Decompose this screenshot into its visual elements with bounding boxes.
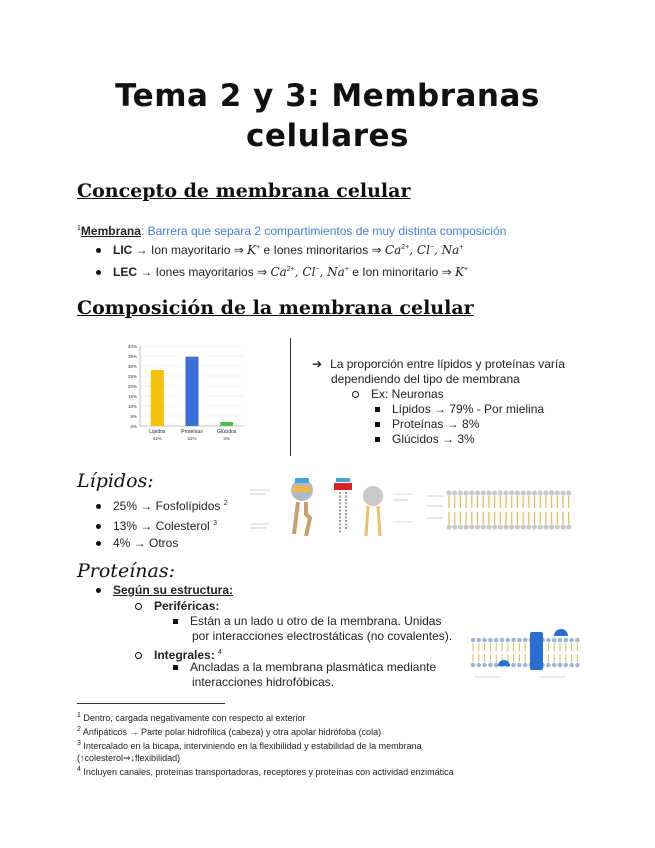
lipid-head <box>532 524 537 529</box>
bullet-lic <box>96 240 463 258</box>
footnote-3 <box>77 738 577 752</box>
lipid-head <box>546 638 551 643</box>
lipid-head <box>569 663 574 668</box>
lipid-head <box>511 663 516 668</box>
lipid-head <box>515 524 520 529</box>
lipid-head <box>549 490 554 495</box>
def-term: Membrana <box>80 224 141 238</box>
footnote-text: Dentro, cargada negativamente con respecto al exterior <box>83 713 306 723</box>
lipid-head <box>564 663 569 668</box>
footnote-text: Intercalado en la bicapa, interviniendo en la flexibilidad y estabilidad de la membrana <box>83 741 422 751</box>
bar-data-label: 42% <box>152 436 162 441</box>
composition-note <box>312 357 565 447</box>
lipid-head <box>566 490 571 495</box>
lipid-head <box>526 524 531 529</box>
lipid-head <box>521 524 526 529</box>
lipid-head <box>538 490 543 495</box>
lipid-head <box>538 524 543 529</box>
footnote-2 <box>77 724 577 738</box>
footnote-ref-4: 4 <box>218 649 222 656</box>
ion-na: , Na <box>434 243 460 257</box>
lipid-head <box>492 524 497 529</box>
lipid-head <box>566 524 571 529</box>
perifericas-label: Periféricas: <box>154 599 220 613</box>
lipid-head <box>523 663 528 668</box>
sup: − <box>315 266 320 273</box>
lipid-head <box>532 490 537 495</box>
lec-label: LEC <box>113 265 137 279</box>
lipid-head <box>458 524 463 529</box>
sup: + <box>463 266 469 273</box>
perifericas-text-1: Están a un lado u otro de la membrana. Unidas <box>190 614 442 628</box>
x-tick-label: Lípidos <box>149 429 166 435</box>
circle-bullet-icon <box>352 391 359 398</box>
lipid-head <box>526 490 531 495</box>
lipid-head <box>543 524 548 529</box>
lipid-head <box>481 524 486 529</box>
bullet-icon <box>96 248 101 253</box>
lipid-head <box>515 490 520 495</box>
lipid-head <box>575 638 580 643</box>
footnote-separator <box>77 703 225 704</box>
neuron-proteinas: Proteínas → 8% <box>392 417 480 431</box>
note-line-2: dependiendo del tipo de membrana <box>331 372 520 386</box>
sup: + <box>256 244 261 251</box>
heading-proteinas: Proteínas: <box>77 560 175 582</box>
lipid-head <box>509 490 514 495</box>
lipid-head <box>446 490 451 495</box>
perifericas-item <box>135 599 219 614</box>
bullet-icon <box>96 524 101 529</box>
lipid-head <box>575 663 580 668</box>
lipid-head <box>569 638 574 643</box>
lipid-head <box>469 524 474 529</box>
lipid-head <box>552 663 557 668</box>
bar <box>220 422 233 426</box>
lipido-fosfolipidos: 25% → Fosfolípidos <box>113 499 221 513</box>
lipid-head <box>498 490 503 495</box>
arrow-bullet-icon: ➔ <box>312 357 323 371</box>
bullet-icon <box>96 588 101 593</box>
lipid-head <box>555 490 560 495</box>
lipid-head <box>471 663 476 668</box>
lipid-head <box>498 524 503 529</box>
column-divider <box>290 338 291 456</box>
lipid-head <box>552 638 557 643</box>
footnote-number: 3 <box>77 740 81 747</box>
title-line-1: Tema 2 y 3: Membranas <box>115 78 540 114</box>
lipidos-list <box>96 496 228 551</box>
y-tick-label: 25% <box>127 374 137 379</box>
lipid-head <box>509 524 514 529</box>
lipid-head <box>464 524 469 529</box>
sup: + <box>459 244 464 251</box>
circle-bullet-icon <box>135 603 142 610</box>
neuron-glucidos: Glúcidos → 3% <box>392 432 475 446</box>
ion-k: K <box>455 265 464 279</box>
lipid-head <box>558 638 563 643</box>
integrales-text-1: Ancladas a la membrana plasmática mediante <box>190 660 437 674</box>
y-tick-label: 35% <box>127 354 137 359</box>
lipido-otros: 4% → Otros <box>113 536 179 550</box>
lipid-head <box>503 524 508 529</box>
ion-cl: , Cl <box>294 265 316 279</box>
lipid-head <box>477 663 482 668</box>
lec-text-b: e Ion minoritario ⇒ <box>348 265 456 279</box>
lipido-colesterol: 13% → Colesterol <box>113 519 210 533</box>
lipid-head <box>464 490 469 495</box>
integrales-desc <box>173 660 436 690</box>
bullet-icon <box>96 270 101 275</box>
sup: 2+ <box>286 266 295 273</box>
bar <box>186 357 199 426</box>
lipid-head <box>488 663 493 668</box>
peripheral-protein <box>554 629 568 636</box>
footnote-text: (↑colesterol⇒↓flexibilidad) <box>77 753 181 763</box>
footnote-text: Incluyen canales, proteínas transportadoras, receptores y proteínas con actividad enzimática <box>83 767 454 777</box>
lipid-head <box>452 490 457 495</box>
estructura-label: Según su estructura: <box>113 583 234 597</box>
lipid-head <box>446 524 451 529</box>
bullet-icon <box>96 541 101 546</box>
bullet-icon <box>96 504 101 509</box>
ion-na: , Na <box>319 265 345 279</box>
y-tick-label: 10% <box>127 404 137 409</box>
ion-ca: Ca <box>384 243 402 257</box>
lipid-head <box>549 524 554 529</box>
lipid-head <box>500 638 505 643</box>
footnote-number: 2 <box>77 726 81 733</box>
lipid-head <box>564 638 569 643</box>
phospholipid-illustration <box>248 474 418 546</box>
lipid-head <box>482 663 487 668</box>
lipid-head <box>469 490 474 495</box>
neuron-lipidos: Lípidos → 79% - Por mielina <box>392 402 545 416</box>
footnote-1 <box>77 710 577 724</box>
bullet-lec <box>96 262 468 280</box>
lipid-head <box>458 490 463 495</box>
y-tick-label: 5% <box>130 414 137 419</box>
title-line-2: celulares <box>246 118 409 154</box>
lipid-head <box>492 490 497 495</box>
ion-k: K <box>247 243 257 257</box>
circle-bullet-icon <box>135 652 142 659</box>
lipid-head <box>546 663 551 668</box>
perifericas-desc <box>173 614 452 644</box>
lic-text-a: → Ion mayoritario ⇒ <box>132 243 248 257</box>
x-tick-label: Proteínas <box>181 429 203 435</box>
lipid-head <box>517 663 522 668</box>
lic-label: LIC <box>113 243 133 257</box>
definition-membrana <box>77 221 506 239</box>
perifericas-text-2: por interacciones electrostáticas (no covalentes). <box>192 629 453 643</box>
lipid-head <box>521 490 526 495</box>
def-text: : Barrera que separa 2 compartimientos de muy distinta composición <box>140 224 507 238</box>
y-tick-label: 0% <box>130 424 137 429</box>
lipid-head <box>452 524 457 529</box>
integral-protein <box>530 632 543 670</box>
ion-ca: Ca <box>270 265 287 279</box>
lipid-head <box>482 638 487 643</box>
footnotes <box>77 710 577 778</box>
bar-data-label: 3% <box>223 436 230 441</box>
footnote-ref-1: 1 <box>77 225 81 232</box>
x-tick-label: Glúcidos <box>216 429 237 435</box>
y-tick-label: 20% <box>127 384 137 389</box>
lipid-head <box>481 490 486 495</box>
integrales-label: Integrales: <box>154 648 215 662</box>
square-bullet-icon <box>375 407 380 412</box>
bar-data-label: 52% <box>187 436 197 441</box>
lipid-head <box>543 490 548 495</box>
lipid-head <box>560 524 565 529</box>
lipid-head <box>475 524 480 529</box>
square-bullet-icon <box>375 422 380 427</box>
lipid-head <box>488 638 493 643</box>
footnote-number: 1 <box>77 712 81 719</box>
lipid-head <box>477 638 482 643</box>
lipid-head <box>523 638 528 643</box>
bar <box>151 370 164 426</box>
sup: 2+ <box>401 244 410 251</box>
lic-text-b: e Iones minoritarios ⇒ <box>260 243 385 257</box>
footnote-text: Anfipáticos → Parte polar hidrofílica (cabeza) y otra apolar hidrófoba (cola) <box>82 727 382 737</box>
lipid-head <box>511 638 516 643</box>
lipid-head <box>506 638 511 643</box>
lipid-head <box>475 490 480 495</box>
heading-lipidos: Lípidos: <box>77 470 154 492</box>
y-tick-label: 15% <box>127 394 137 399</box>
lipid-head <box>486 524 491 529</box>
square-bullet-icon <box>173 665 178 670</box>
footnote-ref-3: 3 <box>213 520 217 527</box>
lipid-head <box>558 663 563 668</box>
footnote-ref-2: 2 <box>223 500 228 507</box>
lipid-head <box>494 663 499 668</box>
lipid-head <box>503 490 508 495</box>
lipid-head <box>471 638 476 643</box>
footnote-number: 4 <box>77 766 81 773</box>
section-heading-concepto: Concepto de membrana celular <box>77 180 411 202</box>
example-label: Ex: Neuronas <box>371 387 444 401</box>
integrales-text-2: interacciones hidrofóbicas. <box>192 675 335 689</box>
note-line-1: La proporción entre lípidos y proteínas varía <box>330 357 565 371</box>
square-bullet-icon <box>375 437 380 442</box>
page-title <box>0 76 655 156</box>
footnote-4 <box>77 764 577 778</box>
footnote-3b <box>77 752 577 764</box>
lipid-head <box>486 490 491 495</box>
y-tick-label: 30% <box>127 364 137 369</box>
ion-cl: , Cl <box>409 243 430 257</box>
lipid-bilayer-illustration <box>425 488 580 532</box>
y-tick-label: 40% <box>127 344 137 349</box>
proteinas-estructura <box>96 583 233 598</box>
lipid-head <box>494 638 499 643</box>
lec-text-a: → Iones mayoritarios ⇒ <box>137 265 271 279</box>
sup: + <box>344 266 349 273</box>
square-bullet-icon <box>173 619 178 624</box>
composition-bar-chart <box>112 340 252 445</box>
sup: − <box>429 244 435 251</box>
lipid-head <box>555 524 560 529</box>
lipid-head <box>560 490 565 495</box>
section-heading-composicion: Composición de la membrana celular <box>77 297 474 319</box>
lipid-head <box>517 638 522 643</box>
membrane-proteins-illustration <box>470 626 582 682</box>
